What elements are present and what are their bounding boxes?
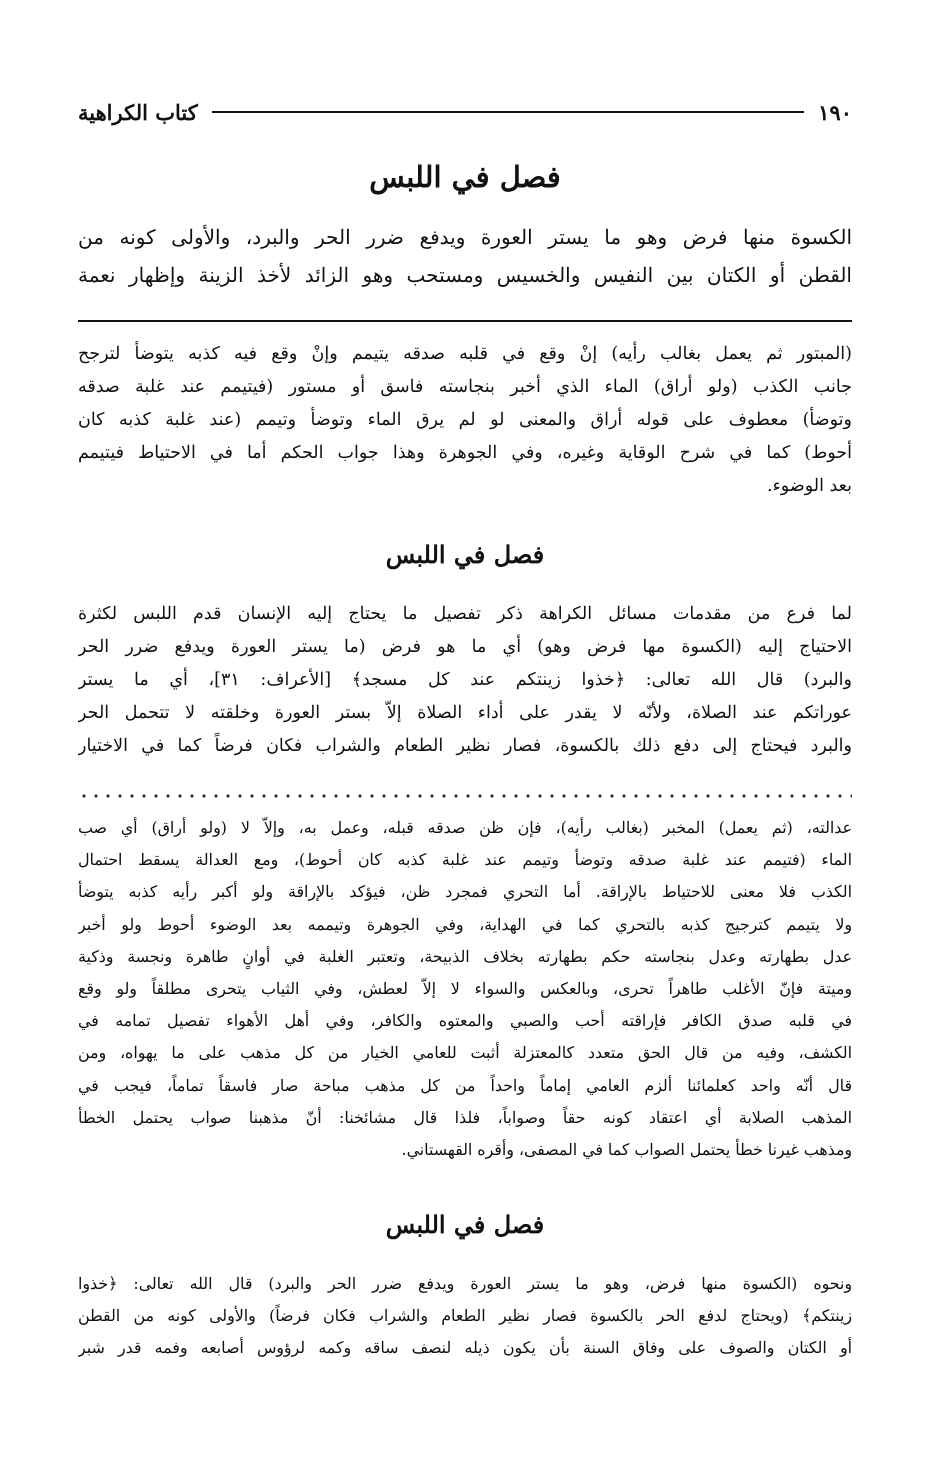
commentary-4-line: زينتكم﴾ (ويحتاج لدفع الحر بالكسوة فصار نظير الطعام والشراب فكان فرضاً) والأولى كونه من القطن (78, 1306, 852, 1325)
commentary-3-line: الكذب فلا معنى للاحتياط بالإراقة. أما التحري فمجرد ظن، فيؤكد بالإراقة ولو أكبر رأيه كذبه يتوضأ (78, 882, 852, 902)
commentary-3-line: وميتة فإنّ الأغلب طاهراً تحرى، وبالعكس والسواء لا إلاّ لعطش، وفي الثياب يتحرى مطلقاً ولو وقع (78, 978, 852, 998)
commentary-3-line: ومذهب غيرنا خطأ يحتمل الصواب كما في المصفى، وأقره القهستاني. (401, 1139, 852, 1159)
commentary-2-line: والبرد) قال الله تعالى: ﴿خذوا زينتكم عند كل مسجد﴾ [الأعراف: ٣١]، أي ما يستر (78, 670, 852, 690)
commentary-4-line: أو الكتان والصوف على وفاق السنة بأن يكون ذيله لنصف ساقه وكمه لرؤوس أصابعه وفمه قدر شبر (78, 1338, 852, 1357)
commentary-3 (78, 812, 852, 1166)
commentary-4-line: ونحوه (الكسوة منها فرض، وهو ما يستر العورة ويدفع ضرر الحر والبرد) قال الله تعالى: ﴿خذوا (78, 1274, 852, 1293)
commentary-3-line: عدالته، (ثم يعمل) المخبر (بغالب رأيه)، فإن ظن صدقه قبله، وعمل به، وإلاّ لا (ولو أراق) أي صب (78, 818, 852, 837)
commentary-1-line: وتوضأ) معطوف على قوله أراق والمعنى لو لم يرق الماء وتوضأ وتيمم (عند غلبة كذبه كان (78, 410, 852, 430)
commentary-3-line: قال أنّه واحد كعلمائنا ألزم العامي إماماً واحداً من كل مذهب مباحة صار فاسقاً تماماً، فيجب في (78, 1075, 852, 1095)
commentary-2 (78, 598, 852, 763)
commentary-3-line: الماء (فتيمم عند غلبة صدقه وتوضأ وتيمم عند غلبة كذبه كان أحوط)، ومع العدالة يسقط احتمال (78, 850, 852, 870)
commentary-3-line: ولا يتيمم كترجيج كذبه بالتحري كما في الهداية، وفي الجوهرة وتيممه بعد الوضوء أحوط ولو أخبر (78, 914, 852, 934)
commentary-1-line: بعد الوضوء. (767, 476, 852, 496)
commentary-3-line: الكشف، وفيه من قال الحق متعدد كالمعتزلة أثبت للعامي الخيار من كل مذهب على ما يهواه، ومن (78, 1043, 852, 1063)
commentary-1-line: (المبتور ثم يعمل بغالب رأيه) إنْ وقع في قلبه صدقه يتيمم وإنْ وقع فيه كذبه يتوضأ لترجح (78, 344, 852, 364)
commentary-2-line: الاحتياج إليه (الكسوة مها فرض وهو) أي ما هو فرض (ما يستر العورة ويدفع ضرر الحر (78, 637, 852, 657)
page-number: ١٩٠ (818, 99, 852, 125)
commentary-2-line: لما فرع من مقدمات مسائل الكراهة ذكر تفصيل ما يحتاج إليه الإنسان قدم اللبس لكثرة (78, 604, 852, 624)
commentary-4 (78, 1268, 852, 1364)
commentary-3-line: في قلبه صدق الكافر فإراقته أحب والصبي والمعتوه والكافر، وفي أهل الأهواء تفصيل تمامه في (78, 1011, 852, 1031)
commentary-3-line: المذهب الصلابة أي اعتقاد كونه حقاً وصواباً، فلذا قال مشائخنا: أنّ مذهبنا صواب يحتمل الخطأ (78, 1107, 852, 1127)
section-title-2: فصل في اللبس (385, 540, 545, 569)
commentary-2-line: والبرد فيحتاج إلى دفع ذلك بالكسوة، فصار نظير الطعام والشراب فكان فرضاً كما في الاختيار (78, 736, 852, 756)
commentary-1-line: جانب الكذب (ولو أراق) الماء الذي أخبر بنجاسته فاسق أو مستور (فيتيمم عند غلبة صدقه (78, 377, 852, 397)
main-text (78, 218, 852, 294)
commentary-3-line: عدل بطهارته وعدل بنجاسته حكم بطهارته بخلاف الذبيحة، وتعتبر الغلبة في أوانٍ طاهرة ونجسة وذكية (78, 946, 852, 966)
footnote-separator (78, 320, 852, 322)
running-header (78, 92, 852, 132)
commentary-1 (78, 338, 852, 503)
header-rule (212, 111, 804, 113)
commentary-1-line: أحوط) كما في شرح الوقاية وغيره، وفي الجوهرة وهذا جواب الحكم أما في الاحتياط فيتيمم (78, 443, 852, 463)
book-title: كتاب الكراهية (78, 99, 198, 125)
main-text-line: القطن أو الكتان بين النفيس والخسيس ومستحب وهو الزائد لأخذ الزينة وإظهار نعمة (78, 263, 852, 287)
dotted-separator (78, 793, 852, 799)
section-title: فصل في اللبس (369, 160, 561, 194)
commentary-2-line: عوراتكم عند الصلاة، ولأنّه لا يقدر على أداء الصلاة إلاّ بستر العورة وخلقته لا تتحمل الحر (78, 703, 852, 723)
section-title-3: فصل في اللبس (385, 1210, 545, 1239)
main-text-line: الكسوة منها فرض وهو ما يستر العورة ويدفع ضرر الحر والبرد، والأولى كونه من (78, 225, 852, 249)
